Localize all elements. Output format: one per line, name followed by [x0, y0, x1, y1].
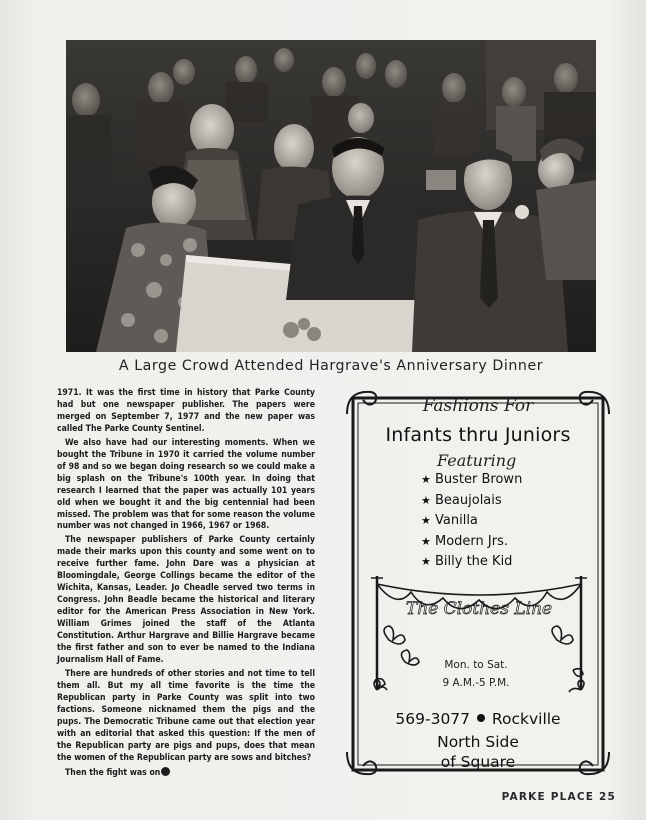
- dinner-photo-image: [66, 40, 596, 352]
- phone-line: [345, 710, 611, 728]
- article-final-text: Then the fight was on: [65, 767, 161, 778]
- brand-name: Billy the Kid: [435, 554, 513, 569]
- brand-name: Buster Brown: [435, 472, 523, 487]
- brand-name: Beaujolais: [435, 492, 502, 508]
- star-icon: ★: [421, 534, 431, 548]
- dinner-photo: [66, 40, 596, 352]
- banner-text: The Clothes Line: [405, 599, 553, 619]
- article-paragraph: The newspaper publishers of Parke County certainly made their marks upon this county and some went on to receive further fame. John Dare was a physician at Bloomingdale, George Collings became the editor of the Wichita, Kansas, Leader. Jo Cheadle served two terms in Congress. John Beadle became the historical and literary editor for the American Press Association in New York. William Grimes joined the staff of the Atlanta Constitution. Arthur Hargrave and Billie Hargrave became the first father and son to ever be named to the Indiana Journalism Hall of Fame.: [57, 535, 315, 665]
- ad-subtitle: Infants thru Juniors: [385, 424, 571, 446]
- address-line: North Side: [437, 733, 519, 751]
- star-icon: ★: [421, 514, 431, 527]
- brand-list: [421, 472, 522, 575]
- star-icon: ★: [421, 555, 431, 568]
- store-address: [345, 732, 611, 772]
- brand-name: Vanilla: [435, 513, 478, 528]
- article-column: [57, 388, 315, 782]
- brand-item: [421, 472, 522, 493]
- bullet-icon: [477, 714, 485, 722]
- article-paragraph: There are hundreds of other stories and not time to tell them all. But my all time favorite is the time the Republican party in Parke County was split into two factions. Someone nicknamed them the pigs and the pups. The Democratic Tribune came out that election year with an editorial that asked this question: If the men of the Republican party are pigs and pups, does that mean the women of the Republican party are sows and bitches?: [57, 668, 315, 763]
- hours-days: Mon. to Sat.: [444, 659, 508, 671]
- brand-item: [421, 513, 522, 534]
- town-name: Rockville: [491, 710, 561, 728]
- article-final-paragraph: [57, 767, 315, 780]
- photo-caption: A Large Crowd Attended Hargrave's Anniversary Dinner: [118, 358, 544, 374]
- article-paragraph: 1971. It was the first time in history that Parke County had but one newspaper publisher. The papers were merged on September 7, 1977 and the new paper was called The Parke County Sentinel.: [57, 388, 315, 434]
- store-hours: [411, 656, 541, 692]
- star-icon: ★: [421, 493, 431, 507]
- end-mark-icon: [161, 767, 170, 776]
- address-line: of Square: [440, 753, 516, 771]
- hours-time: 9 A.M.-5 P.M.: [442, 677, 510, 689]
- brand-item: [421, 493, 522, 514]
- phone-number: 569-3077: [395, 710, 471, 728]
- clothes-line-ad: [345, 388, 611, 778]
- ad-featuring: Featuring: [437, 451, 517, 470]
- brand-item: [421, 534, 522, 555]
- page-footer: PARKE PLACE 25: [501, 791, 616, 803]
- brand-name: Modern Jrs.: [435, 533, 508, 549]
- ad-title: Fashions For: [422, 396, 534, 416]
- article-paragraph: We also have had our interesting moments. When we bought the Tribune in 1970 it carried the volume number of 98 and so we began doing research so we could make a big splash on the Tribune's 100th year. In doing that research I learned that the paper was actually 101 years old when we bought it and the big centennial had been missed. The problem was that for some reason the volume number was not changed in 1966, 1967 or 1968.: [57, 437, 315, 532]
- star-icon: ★: [421, 473, 431, 486]
